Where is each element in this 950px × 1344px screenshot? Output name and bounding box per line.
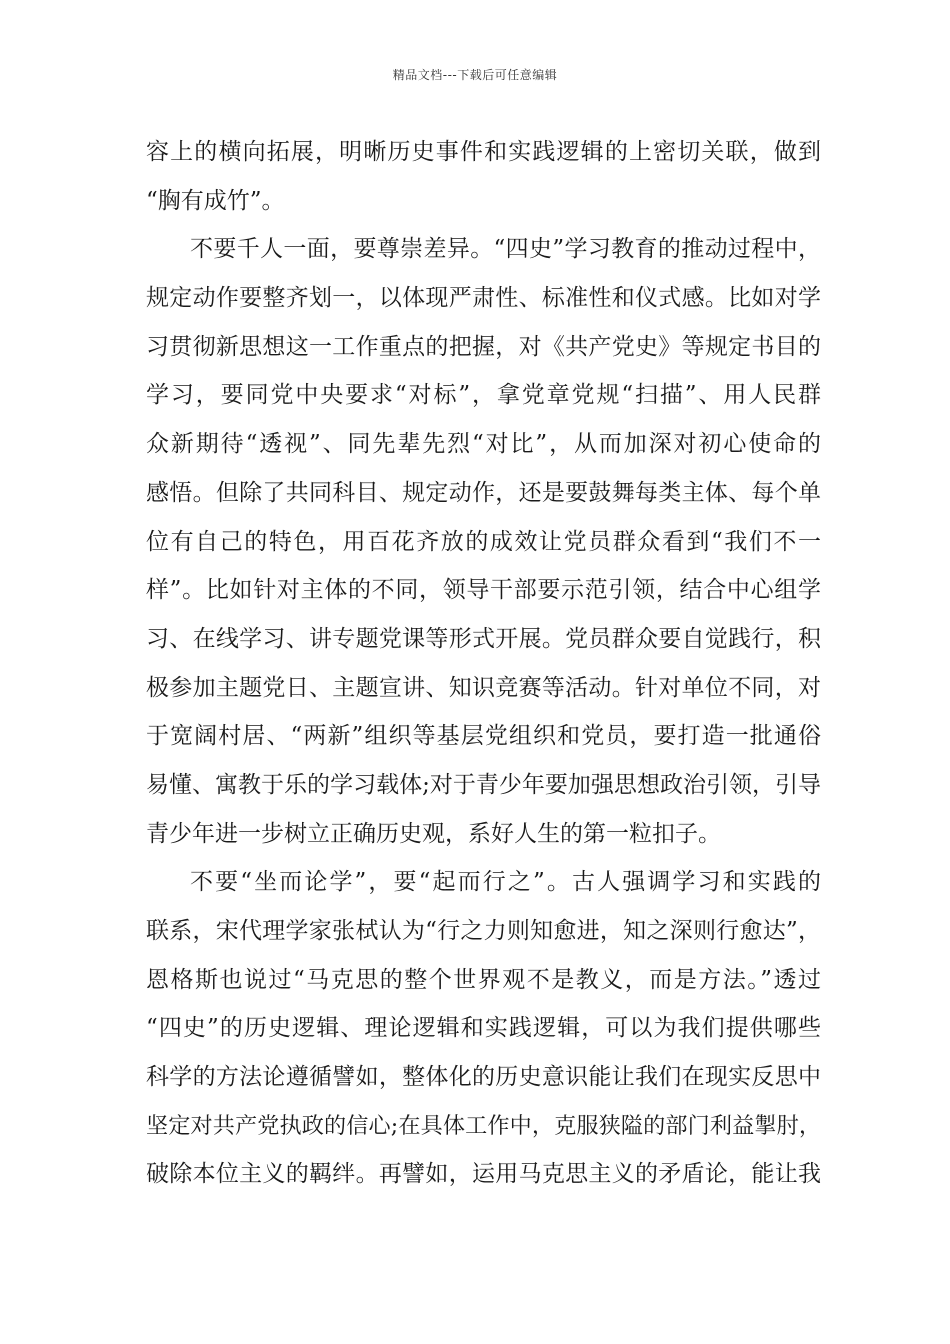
- text-line: 众新期待“透视”、同先辈先烈“对比”，从而加深对初心使命的: [146, 431, 821, 458]
- text-line: 于宽阔村居、“两新”组织等基层党组织和党员，要打造一批通俗: [146, 723, 821, 750]
- text-line: 习贯彻新思想这一工作重点的把握，对《共产党史》等规定书目的: [146, 333, 821, 360]
- text-line: 科学的方法论遵循譬如，整体化的历史意识能让我们在现实反思中: [146, 1064, 821, 1091]
- text-line: 感悟。但除了共同科目、规定动作，还是要鼓舞每类主体、每个单: [146, 479, 821, 506]
- text-line: 破除本位主义的羁绊。再譬如，运用马克思主义的矛盾论，能让我: [146, 1161, 821, 1188]
- text-line: 位有自己的特色，用百花齐放的成效让党员群众看到“我们不一: [146, 528, 821, 555]
- text-line: 极参加主题党日、主题宣讲、知识竞赛等活动。针对单位不同，对: [146, 674, 821, 701]
- text-line: 规定动作要整齐划一，以体现严肃性、标准性和仪式感。比如对学: [146, 285, 821, 312]
- page-header: 精品文档---下载后可任意编辑: [392, 68, 558, 82]
- document-body: [146, 128, 821, 1199]
- text-line: 习、在线学习、讲专题党课等形式开展。党员群众要自觉践行，积: [146, 625, 821, 652]
- text-line: 不要“坐而论学”，要“起而行之”。古人强调学习和实践的: [190, 869, 821, 896]
- text-line: “四史”的历史逻辑、理论逻辑和实践逻辑，可以为我们提供哪些: [146, 1015, 821, 1042]
- text-line: 学习，要同党中央要求“对标”，拿党章党规“扫描”、用人民群: [146, 382, 821, 409]
- text-line: 坚定对共产党执政的信心;在具体工作中，克服狭隘的部门利益掣肘，: [146, 1112, 821, 1139]
- text-line: 易懂、寓教于乐的学习载体;对于青少年要加强思想政治引领，引导: [146, 771, 821, 798]
- text-line: 容上的横向拓展，明晰历史事件和实践逻辑的上密切关联，做到: [146, 139, 821, 165]
- text-line: 联系，宋代理学家张栻认为“行之力则知愈进，知之深则行愈达”，: [146, 918, 821, 944]
- text-line: 恩格斯也说过“马克思的整个世界观不是教义，而是方法。”透过: [146, 966, 821, 993]
- text-line: 青少年进一步树立正确历史观，系好人生的第一粒扣子。: [146, 820, 721, 847]
- text-line: 不要千人一面，要尊崇差异。“四史”学习教育的推动过程中，: [190, 236, 821, 263]
- text-line: “胸有成竹”。: [146, 187, 285, 214]
- text-line: 样”。比如针对主体的不同，领导干部要示范引领，结合中心组学: [146, 577, 821, 604]
